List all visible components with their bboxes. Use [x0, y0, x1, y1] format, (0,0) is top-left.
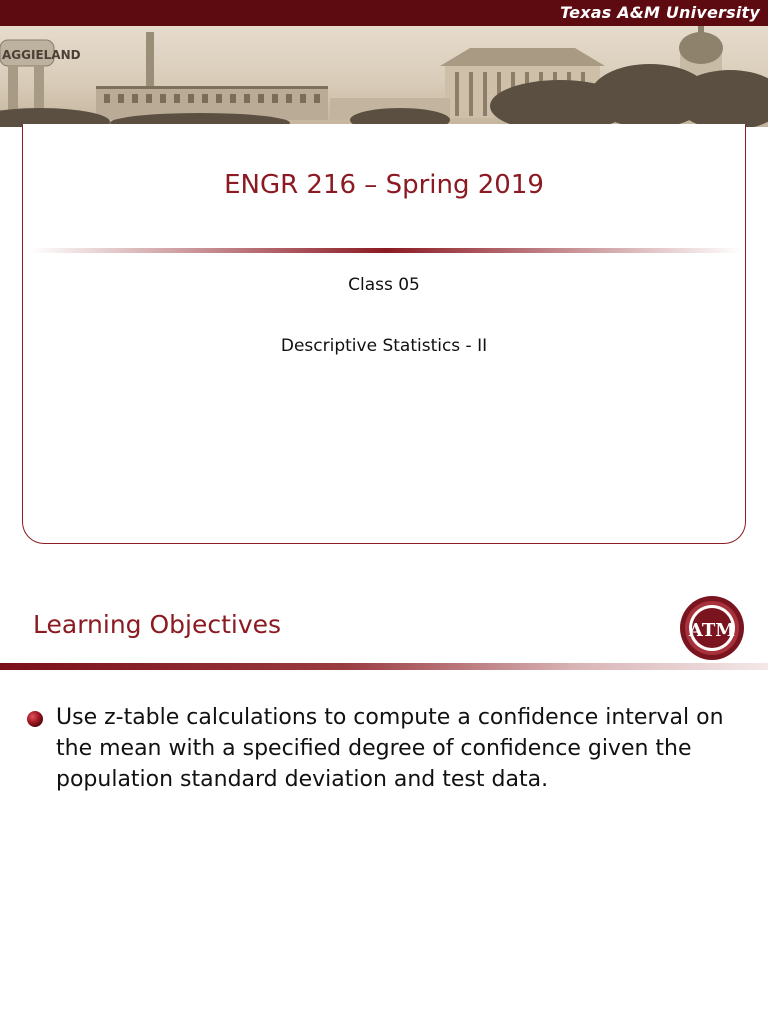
bullet-icon — [26, 710, 44, 728]
university-name: Texas A&M University — [560, 3, 760, 22]
atm-logo — [679, 595, 745, 661]
course-title: ENGR 216 – Spring 2019 — [224, 170, 544, 200]
objectives-slide — [0, 576, 768, 1024]
class-topic: Descriptive Statistics - II — [280, 336, 488, 356]
heading-divider — [0, 663, 768, 670]
title-divider — [30, 248, 742, 253]
logo-letters: ATM — [688, 620, 736, 641]
campus-banner-image — [0, 26, 768, 127]
objective-item: Use z-table calculations to compute a confidence interval on the mean with a specified degree of confidence given the population standard deviation and test data. — [56, 705, 724, 792]
slide-heading: Learning Objectives — [33, 610, 282, 639]
header-bar — [0, 0, 768, 26]
class-number: Class 05 — [348, 275, 420, 295]
campus-sign-text: AGGIELAND — [2, 48, 81, 62]
